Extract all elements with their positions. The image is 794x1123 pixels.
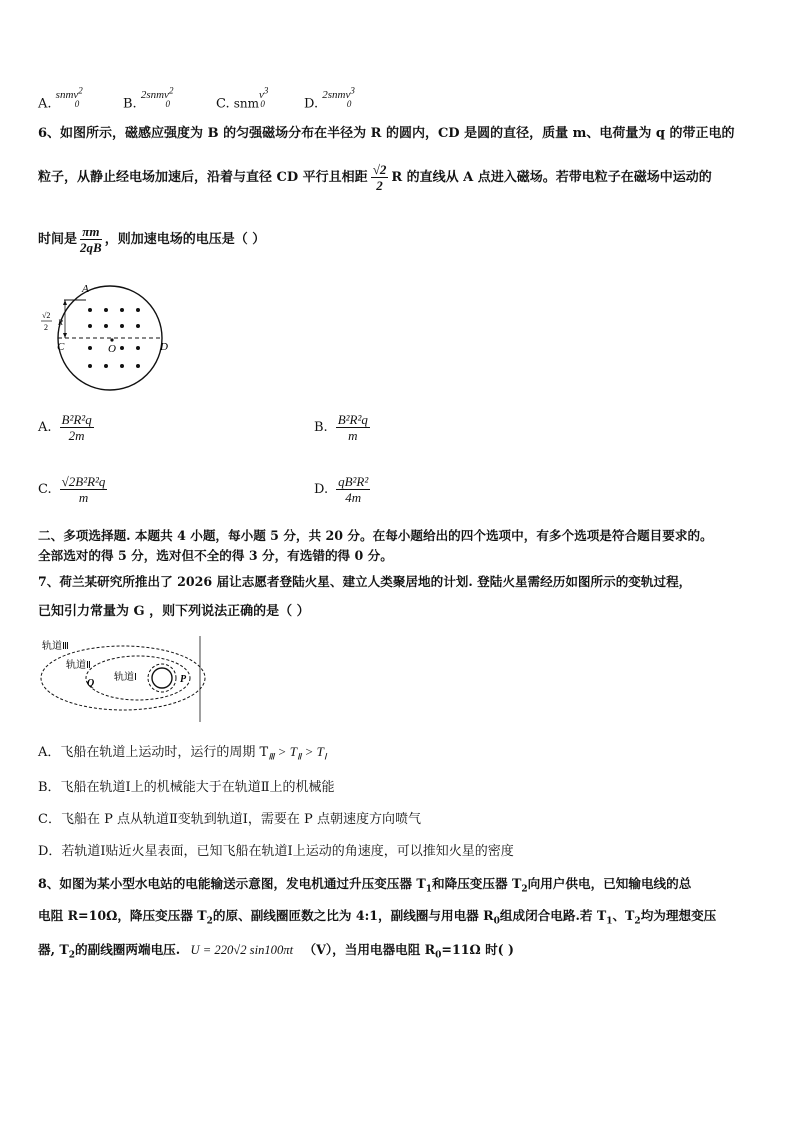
label-a: A	[82, 283, 89, 295]
section2-line1: 二、多项选择题. 本题共 4 小题，每小题 5 分，共 20 分。在每小题给出的四个选项中，有多个选项是符合题目要求的。	[38, 528, 713, 543]
q8-voltage-formula: U = 220√2 sin100πt	[190, 943, 294, 957]
mars	[152, 668, 172, 688]
q7-option-c: C．飞船在 P 点从轨道Ⅱ变轨到轨道Ⅰ，需要在 P 点朝速度方向喷气	[38, 812, 421, 827]
q6-time-fraction: $\frac{\pi m}{2qB}$	[80, 224, 102, 255]
q7-option-d: D．若轨道Ⅰ贴近火星表面，已知飞船在轨道Ⅰ上运动的角速度，可以推知火星的密度	[38, 844, 514, 859]
center-o	[110, 338, 113, 341]
q5-option-a: A. $^{snmv^2}_0$	[38, 85, 83, 112]
q6-option-a: A. $\frac{\text{B²R²q}}{2m}$	[38, 412, 92, 443]
q6-option-b: B. $\frac{\text{B²R²q}}{m}$	[314, 412, 368, 443]
label-orbit2: 轨道Ⅱ	[66, 660, 91, 671]
label-d: D	[160, 341, 168, 353]
q5-option-d-expr: 2snmv3	[322, 85, 355, 101]
label-r: R	[58, 318, 63, 327]
orbit-2	[86, 656, 190, 700]
q6-line2: 粒子，从静止经电场加速后，沿着与直径 CD 平行且相距 $\frac{√2}{2}$ R 的直线从 A 点进入磁场。若带电粒子在磁场中运动的	[38, 162, 712, 193]
q7-line2: 已知引力常量为 G ，则下列说法正确的是（ ）	[38, 604, 310, 619]
q6-option-d: D. $\frac{\text{qB²R²}}{4m}$	[314, 474, 369, 505]
q6-line1: 6、如图所示，磁感应强度为 B 的匀强磁场分布在半径为 R 的圆内，CD 是圆的直径，质量 m、电荷量为 q 的带正电的	[38, 126, 735, 141]
label-o: O	[108, 343, 116, 355]
q6-magnetic-field-figure	[38, 280, 188, 395]
q7-line1: 7、荷兰某研究所推出了 2026 届让志愿者登陆火星、建立人类聚居地的计划. 登陆火星需经历如图所示的变轨过程，	[38, 574, 692, 589]
label-dist-num: √2	[42, 311, 51, 320]
q6-line3: 时间是 $\frac{\pi m}{2qB}$ ，则加速电场的电压是（ ）	[38, 224, 266, 255]
label-dist-den: 2	[44, 323, 48, 332]
label-q: Q	[87, 678, 95, 689]
q8-line1: 8、如图为某小型水电站的电能输送示意图，发电机通过升压变压器 $T_1$和降压变压器 $T_2$向用户供电，已知输电线的总	[38, 876, 692, 895]
q6-distance-fraction: $\frac{√2}{2}$	[372, 162, 387, 193]
q5-option-b: B. $^{2snmv^2}_0$	[123, 85, 174, 112]
q7-option-b: B．飞船在轨道Ⅰ上的机械能大于在轨道Ⅱ上的机械能	[38, 780, 335, 795]
q5-option-d: D. $^{2snmv^3}_0$	[304, 85, 355, 112]
q7-option-a: A．飞船在轨道上运动时，运行的周期 $T_Ⅲ > T_Ⅱ > T_Ⅰ$	[38, 744, 327, 762]
q7-orbit-figure	[38, 636, 208, 724]
q8-line2: 电阻 R=10Ω，降压变压器 $T_2$的原、副线圈匝数之比为 4:1，副线圈与用电器 $R_0$组成闭合电路.若 $T_1$、$T_2$均为理想变压	[38, 908, 717, 927]
label-c: C	[57, 341, 65, 353]
label-orbit1: 轨道Ⅰ	[114, 672, 137, 683]
q5-option-a-expr: snmv2	[55, 85, 83, 101]
q6-option-c: C. $\frac{\text{√2B²R²q}}{m}$	[38, 474, 106, 505]
label-p: P	[180, 674, 187, 685]
q5-option-c: C. snm$^{v^3}_0$	[216, 85, 269, 112]
q5-option-b-expr: 2snmv2	[140, 85, 174, 101]
label-orbit3: 轨道Ⅲ	[42, 641, 69, 652]
q8-line3: 器, $T_2$的副线圈两端电压. U = 220√2 sin100πt （V），当用电器电阻 $R_0=11\Omega$ 时( )	[38, 942, 514, 961]
section2-line2: 全部选对的得 5 分，选对但不全的得 3 分，有选错的得 0 分。	[38, 548, 393, 563]
